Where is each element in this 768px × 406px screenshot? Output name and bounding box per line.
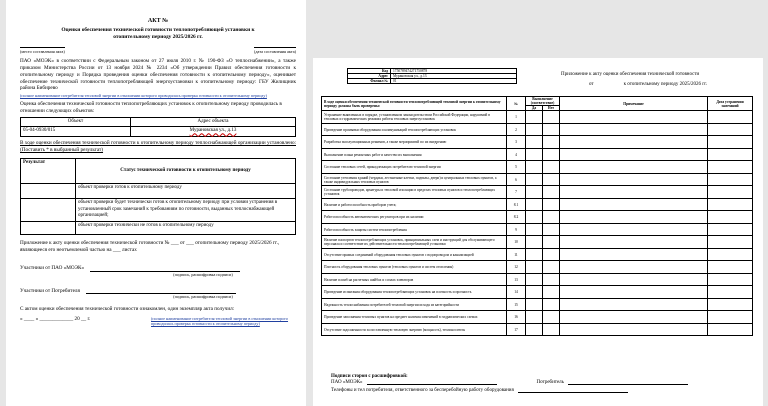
requirement-num: 12 <box>507 261 526 274</box>
table-row <box>322 186 753 199</box>
familiar-text: С актом оценки обеспечения технической готовности ознакомлен, один экземпляр акта получил: <box>20 305 235 312</box>
table-row <box>322 286 753 299</box>
act-page <box>6 0 306 406</box>
phone-line[interactable] <box>518 392 628 393</box>
yes-cell[interactable] <box>526 311 543 324</box>
requirements-table <box>321 96 753 336</box>
col-no: Нет <box>543 106 560 111</box>
col-requirements: В ходе оценки обеспечения технической готовности теплопотребляющей тепловой энергии к отопительному периоду должны быть проверены: <box>322 97 507 111</box>
yes-cell[interactable] <box>526 211 543 224</box>
place-label: (место составления акта) <box>20 48 65 54</box>
objects-table <box>20 117 296 137</box>
requirement-text: Проведение заполнения тепловых пунктов на предмет наличия изменений в гидравлических схемах <box>322 311 507 324</box>
yes-cell[interactable] <box>526 236 543 249</box>
yes-cell[interactable] <box>526 248 543 261</box>
act-title: АКТ № <box>147 18 169 24</box>
requirement-num: 2 <box>507 123 526 136</box>
branch-value: 01 <box>391 79 517 84</box>
yes-cell[interactable] <box>526 323 543 336</box>
assessment-text: В ходе оценки обеспечения технической готовности к отопительному периоду теплоснабжающей организации установлено: (Поставить * в выбранный результат) <box>20 139 296 153</box>
table-row <box>322 323 753 336</box>
requirement-text: Состояние утепления зданий (чердаки, лестничные клетки, подвалы, двери) и центральных тепловых пунктов, а также индивидуальных тепловых пунктов <box>322 173 507 186</box>
note-cell[interactable] <box>560 198 708 211</box>
requirement-text: Работоспособность защиты систем теплопотребления <box>322 223 507 236</box>
table-row <box>322 248 753 261</box>
requirement-num: 8.2 <box>507 211 526 224</box>
requirement-text: Выполнение плана ремонтных работ и качество их выполнения <box>322 148 507 161</box>
requirement-text: Устранение выявленных в порядке, установленном законодательством Российской Федерации, нарушений в тепловых и гидравлических режимах работы тепловых энергоустановок <box>322 111 507 124</box>
table-row <box>322 148 753 161</box>
col-done: Выполнение (соответствие) <box>526 97 560 106</box>
note-cell[interactable] <box>560 286 708 299</box>
date-label: (дата составления акта) <box>253 48 296 54</box>
sign-moek-line[interactable] <box>367 384 497 385</box>
intro-text: ПАО «МОЭК» в соответствии с Федеральным законом от 27 июля 2010 г. № 190-ФЗ «О теплоснабжении», а также приказом Министерства России от 13 ноября 2024 № 2234 «Об утверждении Правил обеспечения готовности к отопительному периоду и Порядка проведения оценки обеспечения готовности к отопительному периоду», оценивает обеспечение технической готовности теплопотребляющей энергоустановки к отопительному периоду: ГБУ Жилищник района Бибирево <box>20 58 296 92</box>
deadline-cell[interactable] <box>708 286 753 299</box>
requirement-text: Плотность оборудования тепловых пунктов (тепловых пунктов и систем отопления) <box>322 261 507 274</box>
phone-text: Телефоны и тел потребителя, ответственного за бесперебойную работу оборудования <box>331 388 514 393</box>
deadline-cell[interactable] <box>708 148 753 161</box>
deadline-cell[interactable] <box>708 136 753 149</box>
branch-label: Филиал № <box>348 79 391 84</box>
requirement-text: Проведение испытания оборудования теплопотребляющих установок на плотность и прочность <box>322 286 507 299</box>
deadline-cell[interactable] <box>708 298 753 311</box>
requirement-text: Состояние трубопроводов, арматуры и тепловой изоляции в пределах тепловых пунктов и теплопотребляющих установок <box>322 186 507 199</box>
col-deadline: Дата устранения замечаний <box>708 97 753 111</box>
note-cell[interactable] <box>560 161 708 174</box>
table-row <box>322 123 753 136</box>
deadline-cell[interactable] <box>708 223 753 236</box>
address-label: Адрес <box>348 74 391 79</box>
deadline-cell[interactable] <box>708 211 753 224</box>
table-row <box>322 211 753 224</box>
act-subtitle: Оценки обеспечения технической готовности теплопотребляющей установки к отопительному периоду 2025/2026 гг. <box>61 26 255 40</box>
no-cell[interactable] <box>543 136 560 149</box>
no-cell[interactable] <box>543 198 560 211</box>
moek-participants: Участники от ПАО «МОЭК» <box>20 265 85 272</box>
no-cell[interactable] <box>543 311 560 324</box>
deadline-cell[interactable] <box>708 311 753 324</box>
yes-cell[interactable] <box>526 186 543 199</box>
sign-label-2: (подпись, расшифровка подписи) <box>173 294 233 300</box>
requirement-num: 15 <box>507 298 526 311</box>
requirement-text: Работоспособность автоматических регуляторов при их наличии <box>322 211 507 224</box>
note-cell[interactable] <box>560 173 708 186</box>
status-3: объект проверки технически не готов к отопительному периоду <box>76 221 296 234</box>
no-cell[interactable] <box>543 248 560 261</box>
note-cell[interactable] <box>560 298 708 311</box>
no-cell[interactable] <box>543 148 560 161</box>
note-cell[interactable] <box>560 211 708 224</box>
sign-moek: ПАО «МОЭК» <box>331 380 363 385</box>
table-row <box>322 273 753 286</box>
header-table <box>347 68 517 84</box>
no-cell[interactable] <box>543 123 560 136</box>
yes-cell[interactable] <box>526 198 543 211</box>
bottom-note: (полное наименование потребителя тепловой энергии в отношении которого проводилась проверка готовности к отопительному периоду) <box>151 315 289 327</box>
note-cell[interactable] <box>560 261 708 274</box>
deadline-cell[interactable] <box>708 173 753 186</box>
table-row <box>322 111 753 124</box>
requirement-num: 5 <box>507 161 526 174</box>
yes-cell[interactable] <box>526 111 543 124</box>
no-cell[interactable] <box>543 223 560 236</box>
yes-cell[interactable] <box>526 273 543 286</box>
deadline-cell[interactable] <box>708 123 753 136</box>
object-address: Мурановская ул., д.13 <box>131 127 296 137</box>
consumer-participants: Участники от Потребителя <box>20 287 80 294</box>
requirement-num: 8.1 <box>507 198 526 211</box>
note-cell[interactable] <box>560 123 708 136</box>
note-cell[interactable] <box>560 186 708 199</box>
object-id: 05-04-0930/015 <box>21 127 131 137</box>
requirement-num: 1 <box>507 111 526 124</box>
status-1: объект проверки готов к отопительному периоду <box>76 184 296 199</box>
result-cell-1[interactable] <box>21 184 76 199</box>
yes-cell[interactable] <box>526 286 543 299</box>
table-row <box>322 298 753 311</box>
address-value: Мурановская ул., д.13 <box>391 74 517 79</box>
yes-cell[interactable] <box>526 173 543 186</box>
requirement-num: 13 <box>507 273 526 286</box>
requirement-text: Состояние тепловых сетей, принадлежащих потребителю тепловой энергии <box>322 161 507 174</box>
yes-cell[interactable] <box>526 261 543 274</box>
status-2: объект проверки будет технически готов к отопительному периоду при условии устранения в установленный срок замечаний к требованиям по готовности, выданных теплоснабжающей организацией; <box>76 199 296 222</box>
appendix-from: от <box>589 82 594 87</box>
requirement-text: Отсутствие прямых соединений оборудования тепловых пунктов с водопроводом и канализацией <box>322 248 507 261</box>
requirement-num: 17 <box>507 323 526 336</box>
yes-cell[interactable] <box>526 123 543 136</box>
status-header: Статус технической готовности к отопительному периоду <box>76 159 296 184</box>
no-cell[interactable] <box>543 286 560 299</box>
no-cell[interactable] <box>543 161 560 174</box>
result-header: Результат <box>21 159 76 184</box>
requirement-text: Наличие и работоспособность приборов учета; <box>322 198 507 211</box>
note-cell[interactable] <box>560 311 708 324</box>
yes-cell[interactable] <box>526 223 543 236</box>
requirement-num: 7 <box>507 186 526 199</box>
deadline-cell[interactable] <box>708 198 753 211</box>
no-cell[interactable] <box>543 173 560 186</box>
requirement-num: 11 <box>507 248 526 261</box>
requirement-text: Разработка эксплуатационных режимов, а также мероприятий по их внедрению <box>322 136 507 149</box>
requirement-text: Отсутствие задолженности за поставленную тепловую энергию (мощность), теплоноситель <box>322 323 507 336</box>
appendix-title: Приложение к акту оценки обеспечения технической готовности <box>561 72 700 77</box>
yes-cell[interactable] <box>526 161 543 174</box>
no-cell[interactable] <box>543 261 560 274</box>
no-cell[interactable] <box>543 211 560 224</box>
note-cell[interactable] <box>560 111 708 124</box>
table-row <box>322 136 753 149</box>
col-num: № <box>507 97 526 111</box>
sign-label-1: (подпись, расшифровка подписи) <box>173 272 233 278</box>
appendix-page <box>313 58 763 406</box>
appendix-text: Приложение к акту оценки обеспечения технической готовности № ___ от ___ отопительному периоду 2025/2026 гг., являющееся его неотъемлемой частью на ___ листах <box>20 239 280 253</box>
requirement-num: 6 <box>507 173 526 186</box>
requirement-num: 4 <box>507 148 526 161</box>
requirement-text: Наличие пломб на расчетных шайбах и соплах элеваторов <box>322 273 507 286</box>
deadline-cell[interactable] <box>708 111 753 124</box>
requirement-num: 14 <box>507 286 526 299</box>
note-cell[interactable] <box>560 223 708 236</box>
deadline-cell[interactable] <box>708 248 753 261</box>
note-cell[interactable] <box>560 148 708 161</box>
table-row <box>322 236 753 249</box>
yes-cell[interactable] <box>526 136 543 149</box>
code-label: Код <box>348 69 391 74</box>
yes-cell[interactable] <box>526 148 543 161</box>
requirement-text: Надежность теплоснабжения потребителей тепловой энергии исходя из категорийности <box>322 298 507 311</box>
appendix-period: к отопительному периоду 2025/2026 гг. <box>623 82 708 87</box>
table-row <box>322 223 753 236</box>
requirement-num: 16 <box>507 311 526 324</box>
no-cell[interactable] <box>543 298 560 311</box>
requirement-text: Проведение промывки оборудования и коммуникаций теплопотребляющих установок <box>322 123 507 136</box>
deadline-cell[interactable] <box>708 273 753 286</box>
object-col-header: Объект <box>21 117 131 127</box>
requirement-num: 3 <box>507 136 526 149</box>
objects-intro: Оценка обеспечения технической готовности теплопотребляющих установок к отопительному периоду проводилась в отношении следующих объектов: <box>20 101 282 115</box>
col-note: Примечание <box>560 97 708 111</box>
code-value: 1750789474271750878 <box>391 69 517 74</box>
table-row <box>322 173 753 186</box>
table-row <box>322 261 753 274</box>
deadline-cell[interactable] <box>708 261 753 274</box>
sign-consumer: Потребитель <box>536 380 564 385</box>
result-table <box>20 158 296 235</box>
note-cell[interactable] <box>560 273 708 286</box>
requirement-text: Наличие паспортов теплопотребляющих установок, принципиальных схем и инструкций для обслуживающего персонала и соответствие их действительности теплопотребляющей установки <box>322 236 507 249</box>
note-cell[interactable] <box>560 236 708 249</box>
address-col-header: Адрес объекта <box>131 117 296 127</box>
no-cell[interactable] <box>543 273 560 286</box>
consumer-note: (полное наименование потребителя тепловой энергии в отношении которого проводилась проверка готовности к отопительному периоду) <box>20 93 267 99</box>
no-cell[interactable] <box>543 111 560 124</box>
table-row <box>322 198 753 211</box>
note-cell[interactable] <box>560 248 708 261</box>
deadline-cell[interactable] <box>708 161 753 174</box>
deadline-cell[interactable] <box>708 236 753 249</box>
sign-consumer-line[interactable] <box>568 384 688 385</box>
table-row <box>322 311 753 324</box>
requirement-num: 9 <box>507 223 526 236</box>
no-cell[interactable] <box>543 236 560 249</box>
deadline-cell[interactable] <box>708 323 753 336</box>
deadline-cell[interactable] <box>708 186 753 199</box>
col-yes: Да <box>526 106 543 111</box>
yes-cell[interactable] <box>526 298 543 311</box>
no-cell[interactable] <box>543 186 560 199</box>
signatures-block <box>331 374 751 393</box>
note-cell[interactable] <box>560 323 708 336</box>
result-cell-2[interactable] <box>21 199 76 222</box>
requirement-num: 10 <box>507 236 526 249</box>
signatures-title: Подписи сторон с расшифровкой: <box>331 374 408 379</box>
no-cell[interactable] <box>543 323 560 336</box>
note-cell[interactable] <box>560 136 708 149</box>
result-cell-3[interactable] <box>21 221 76 234</box>
date-line: « ____ » _____________ 20 __ г. <box>20 315 91 322</box>
table-row <box>322 161 753 174</box>
